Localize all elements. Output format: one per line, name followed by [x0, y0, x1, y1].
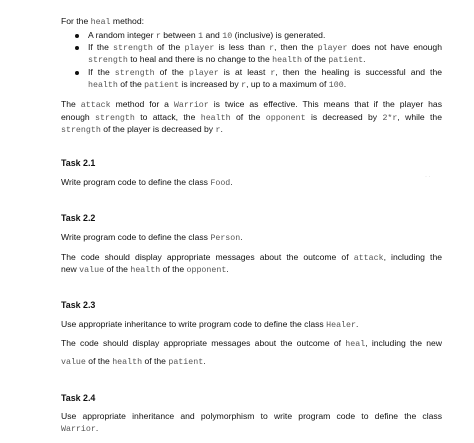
text-run: is increased by [179, 79, 242, 89]
text-run: Write program code to define the class [61, 232, 211, 242]
text-run: is at least [218, 67, 271, 77]
inline-code: Warrior [173, 101, 209, 110]
inline-code: strength [88, 56, 128, 65]
text-run: A random integer [88, 30, 156, 40]
text-run: is twice as effective. This means that if the player has [208, 99, 442, 109]
inline-code: r [215, 126, 221, 135]
text-run: to heal and there is no change to the [127, 54, 273, 64]
inline-code: 10 [222, 32, 233, 41]
inline-code: strength [113, 44, 153, 53]
task-heading: Task 2.3 [61, 300, 96, 310]
inline-code: value [61, 358, 86, 367]
inline-code: patient [144, 81, 180, 90]
inline-code: strength [61, 126, 101, 135]
inline-code: player [317, 44, 348, 53]
text-run: . [343, 79, 347, 89]
text-run: of the [160, 264, 187, 274]
inline-code: player [188, 69, 219, 78]
text-run: of the player is decreased by [100, 124, 216, 134]
inline-code: 1 [198, 32, 204, 41]
inline-code: opponent [186, 266, 227, 275]
inline-code: r [241, 81, 247, 90]
inline-code: health [112, 358, 143, 367]
inline-code: r [269, 44, 275, 53]
inline-code: health [200, 114, 231, 123]
text-run: is less than [214, 42, 270, 52]
heal-method-intro [61, 16, 144, 28]
bullet-3-line-1 [88, 67, 442, 79]
task-2-1-instruction [61, 177, 233, 189]
inline-code: health [130, 266, 161, 275]
task-heading: Task 2.1 [61, 158, 96, 168]
text-run: of the [154, 67, 189, 77]
attack-paragraph-line-1 [61, 99, 442, 111]
inline-code: attack [353, 254, 384, 263]
text-run: between [160, 30, 199, 40]
inline-code: Healer [326, 321, 356, 330]
inline-code: heal [345, 340, 366, 349]
task-2-2-paragraph-line-2 [61, 264, 229, 276]
text-run: . [95, 423, 99, 433]
text-run: . [240, 232, 243, 242]
bullet-dot [75, 34, 79, 38]
bullet-dot [75, 71, 79, 75]
bullet-3-line-2 [88, 79, 346, 91]
text-run: Use appropriate inheritance to write program code to define the class [61, 319, 327, 329]
inline-code: 2*r [382, 114, 398, 123]
bullet-2-line-1 [88, 42, 442, 54]
text-run: If the [88, 42, 114, 52]
text-run: , then the healing is successful and the [275, 67, 443, 77]
inline-code: strength [114, 69, 155, 78]
text-run: , including the new [365, 338, 443, 348]
text-run: Write program code to define the class [61, 177, 211, 187]
inline-code: health [272, 56, 303, 65]
inline-code: value [79, 266, 105, 275]
text-run: The code should display appropriate messages about the outcome of [61, 338, 346, 348]
inline-code: Warrior [61, 425, 96, 434]
inline-code: Person [210, 234, 241, 243]
inline-code: opponent [265, 114, 306, 123]
text-run: The code should display appropriate messages about the outcome of [61, 252, 354, 262]
text-run: . [220, 124, 223, 134]
inline-code: strength [95, 114, 135, 123]
inline-code: attack [80, 101, 111, 110]
scan-artifact: · · [425, 174, 431, 180]
task-2-2-instruction [61, 232, 243, 244]
task-2-3-instruction [61, 319, 358, 331]
bullet-1-line-1 [88, 30, 325, 42]
text-run: . [226, 264, 229, 274]
task-2-2-paragraph-line-1 [61, 252, 442, 264]
inline-code: heal [90, 18, 111, 27]
text-run: is decreased by [305, 112, 383, 122]
text-run: of the [302, 54, 329, 64]
text-run: method for a [110, 99, 174, 109]
inline-code: player [184, 44, 215, 53]
text-run: , then the [274, 42, 318, 52]
text-run: to attack, the [134, 112, 201, 122]
inline-code: health [88, 81, 118, 90]
text-run: enough [61, 112, 96, 122]
task-2-3-paragraph-line-2 [61, 356, 206, 368]
text-run: If the [88, 67, 115, 77]
text-run: . [363, 54, 366, 64]
task-2-4-instruction-line-1 [61, 411, 442, 422]
text-run: , up to a maximum of [246, 79, 329, 89]
intro-text: For the [61, 16, 91, 26]
text-run: . [230, 177, 233, 187]
text-run: . [356, 319, 359, 329]
text-run: The [61, 99, 81, 109]
text-run: . [203, 356, 206, 366]
inline-code: r [155, 32, 161, 41]
text-run: of the [152, 42, 185, 52]
inline-code: patient [328, 56, 364, 65]
inline-code: patient [168, 358, 204, 367]
text-run: Use appropriate inheritance and polymorphism to write program code to define the class [61, 411, 442, 421]
text-run: of the [85, 356, 113, 366]
text-run: of the [230, 112, 266, 122]
text-run: does not have enough [347, 42, 442, 52]
bullet-dot [75, 46, 79, 50]
task-heading: Task 2.4 [61, 393, 96, 403]
inline-code: 100 [328, 81, 344, 90]
attack-paragraph-line-3 [61, 124, 223, 136]
text-run: new [61, 264, 80, 274]
task-2-3-paragraph-line-1 [61, 338, 442, 350]
text-run: and [203, 30, 223, 40]
text-run: of the [142, 356, 169, 366]
text-run: , including the [383, 252, 443, 262]
text-run: (inclusive) is generated. [232, 30, 326, 40]
task-2-4-instruction-line-2 [61, 423, 98, 435]
inline-code: Food [210, 179, 231, 188]
task-heading: Task 2.2 [61, 213, 96, 223]
intro-text: method: [110, 16, 144, 26]
text-run: of the [117, 79, 145, 89]
inline-code: r [270, 69, 276, 78]
attack-paragraph-line-2 [61, 112, 442, 124]
bullet-2-line-2 [88, 54, 366, 66]
text-run: , while the [397, 112, 442, 122]
text-run: of the [104, 264, 131, 274]
